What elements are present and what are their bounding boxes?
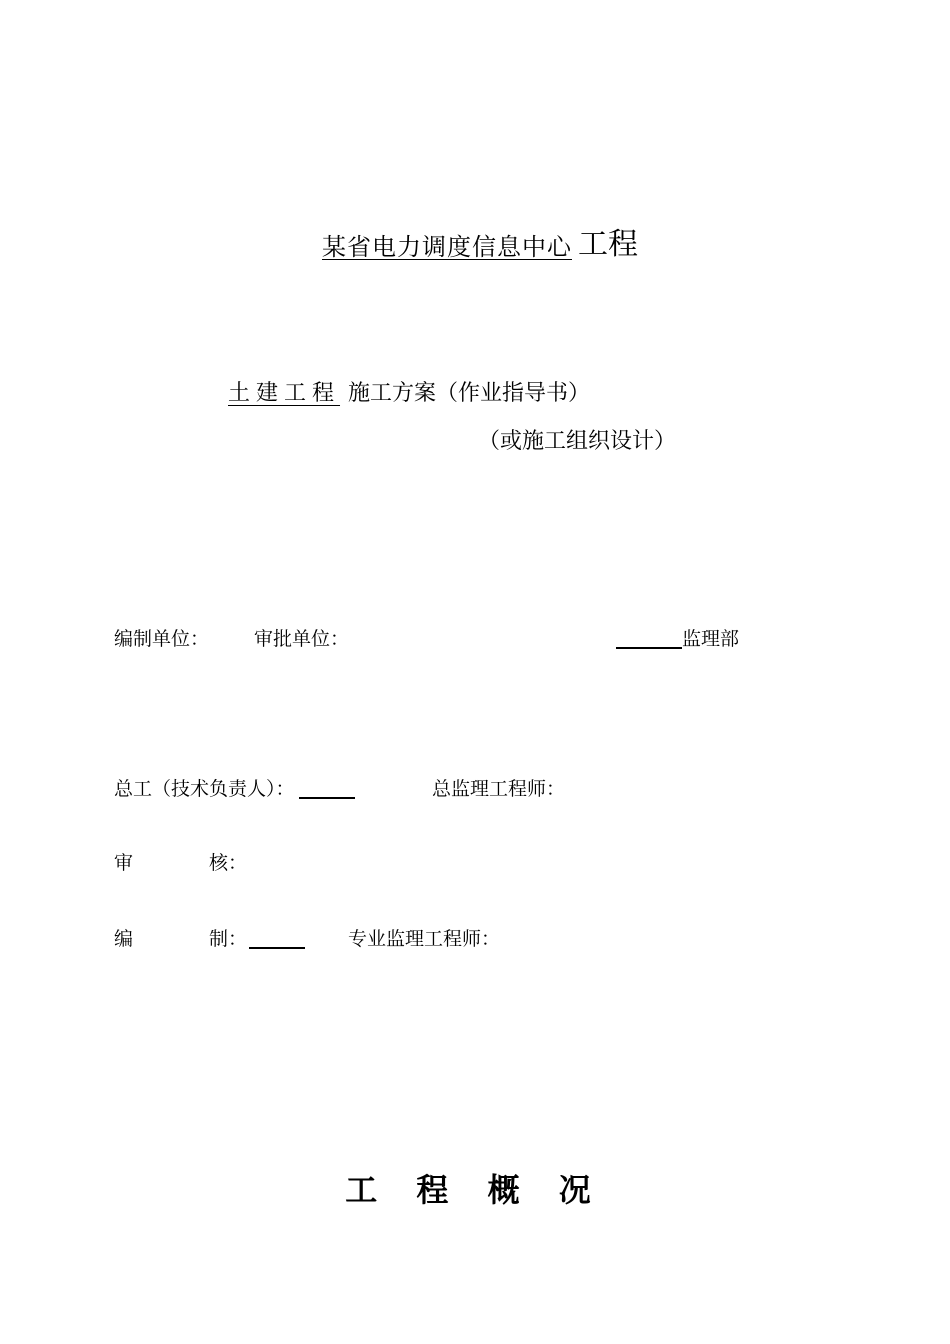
approving-unit-label: 审批单位： bbox=[254, 628, 350, 650]
review-label-char2: 核： bbox=[209, 852, 248, 874]
section-heading: 工 程 概 况 bbox=[345, 1171, 605, 1209]
compile-label-char1: 编 bbox=[114, 928, 134, 950]
plan-title: 施工方案（作业指导书） bbox=[348, 381, 591, 406]
project-suffix: 工程 bbox=[578, 227, 638, 262]
supervision-dept-field bbox=[616, 626, 739, 652]
review-label-char1: 审 bbox=[114, 852, 134, 874]
compile-label-char2: 制： bbox=[209, 928, 248, 950]
project-title bbox=[322, 222, 638, 262]
supervision-dept-label: 监理部 bbox=[682, 628, 740, 650]
specialty-supervisor-label: 专业监理工程师： bbox=[348, 928, 501, 950]
project-name: 某省电力调度信息中心 bbox=[322, 233, 572, 261]
plan-subtitle bbox=[218, 375, 590, 407]
discipline-name: 土建工程 bbox=[228, 381, 341, 406]
chief-engineer-blank[interactable] bbox=[299, 777, 355, 799]
chief-engineer-label: 总工（技术负责人）： bbox=[114, 778, 295, 800]
compile-blank[interactable] bbox=[249, 927, 305, 949]
compiling-unit-label: 编制单位： bbox=[114, 628, 210, 650]
supervision-dept-blank[interactable] bbox=[616, 627, 682, 649]
compile-field bbox=[209, 926, 305, 952]
chief-engineer-field bbox=[114, 776, 355, 802]
chief-supervisor-label: 总监理工程师： bbox=[432, 778, 566, 800]
alt-title: （或施工组织设计） bbox=[478, 429, 677, 454]
